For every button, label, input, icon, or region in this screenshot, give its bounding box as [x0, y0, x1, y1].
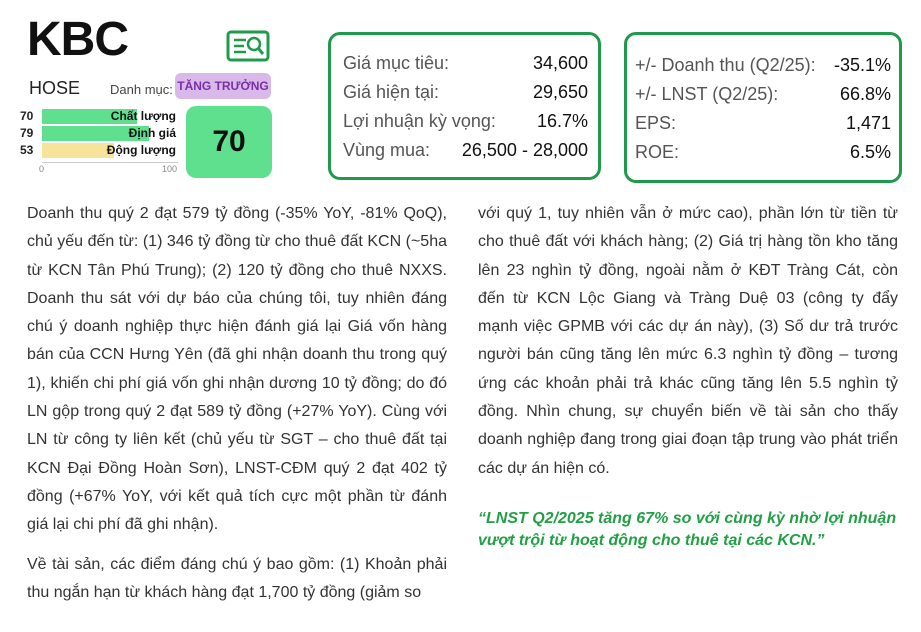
score-bar-label: Định giá — [128, 126, 176, 140]
metric-row: EPS: 1,471 — [635, 113, 891, 133]
axis-min-label: 0 — [39, 164, 45, 174]
report-search-icon — [226, 30, 270, 62]
score-bar-fill — [42, 143, 114, 158]
score-bar-label: Động lượng — [106, 143, 176, 157]
exchange-label: HOSE — [29, 78, 81, 98]
metric-row: +/- LNST (Q2/25): 66.8% — [635, 84, 891, 104]
body-paragraph: với quý 1, tuy nhiên vẫn ở mức cao), phần lớn từ tiền từ cho thuê đất với khách hàng; (2) Giá trị hàng tồn kho tăng lên 23 nghìn tỷ đồng, ngoài nằm ở KĐT Tràng Cát, còn đến từ KCN Lộc Giang và Tràng Duệ 03 (công ty đẩy mạnh việc GPMB với các dự án này), (3) Số dư trả trước người bán cũng tăng lên mức 6.3 nghìn tỷ đồng – tương ứng các khoản phải trả khác cũng tăng lên 5.5 nghìn tỷ đồng. Nhìn chung, sự chuyển biến về tài sản cho thấy doanh nghiệp đang trong giai đoạn tập trung vào phát triển các dự án hiện có. — [478, 205, 898, 477]
score-bar-label: Chất lượng — [110, 109, 176, 123]
score-bar-track — [42, 143, 178, 158]
score-bar-row — [20, 108, 180, 125]
score-bar-row — [20, 142, 180, 159]
score-bar-value: 79 — [20, 126, 34, 140]
score-bar-track — [42, 109, 178, 124]
axis-max-label: 100 — [162, 164, 178, 174]
score-bar-value: 70 — [20, 109, 34, 123]
score-bar-track — [42, 126, 178, 141]
score-bar-value: 53 — [20, 143, 34, 157]
score-bars-axis — [20, 162, 182, 176]
body-paragraph: Doanh thu quý 2 đạt 579 tỷ đồng (-35% YoY, -81% QoQ), chủ yếu đến từ: (1) 346 tỷ đồng từ cho thuê đất KCN (~5ha từ KCN Tân Phú Trung); (2) 120 tỷ đồng cho thuê NXXS. Doanh thu sát với dự báo của chúng tôi, tuy nhiên đáng chú ý doanh nghiệp thực hiện đánh giá lại Giá vốn hàng bán của CCN Hưng Yên (đã ghi nhận doanh thu trong quý 1), khiến chi phí giá vốn ghi nhận dương 10 tỷ đồng; do đó LN gộp trong quý 2 đạt 589 tỷ đồng (+27% YoY). Cùng với LN từ công ty liên kết (chủ yếu từ SGT – cho thuê đất tại KCN Đại Đồng Hoàn Sơn), LNST-CĐM quý 2 đạt 402 tỷ đồng (+67% YoY, với kết quả tích cực một phần từ đánh giá lại chi phí đã ghi nhận). — [27, 205, 447, 534]
body-column-left — [27, 200, 447, 618]
valuation-row: Lợi nhuận kỳ vọng: 16.7% — [343, 111, 588, 131]
metric-row: +/- Doanh thu (Q2/25): -35.1% — [635, 55, 891, 75]
score-bar-row — [20, 125, 180, 142]
highlight-quote: “LNST Q2/2025 tăng 67% so với cùng kỳ nhờ lợi nhuận vượt trội từ hoạt động cho thuê tại các KCN.” — [478, 510, 897, 549]
valuation-row: Giá hiện tại: 29,650 — [343, 82, 588, 102]
score-bars — [20, 108, 180, 159]
body-column-right — [478, 200, 898, 494]
category-label: Danh mục: — [110, 82, 173, 97]
valuation-row: Giá mục tiêu: 34,600 — [343, 53, 588, 73]
ticker-symbol: KBC — [27, 13, 128, 66]
metric-row: ROE: 6.5% — [635, 142, 891, 162]
valuation-box — [328, 32, 601, 180]
overall-score: 70 — [186, 106, 272, 178]
metrics-box — [624, 32, 902, 183]
body-paragraph: Về tài sản, các điểm đáng chú ý bao gồm: (1) Khoản phải thu ngắn hạn từ khách hàng đạt 1,700 tỷ đồng (giảm so — [27, 555, 447, 601]
category-badge: TĂNG TRƯỞNG — [175, 73, 271, 99]
valuation-row: Vùng mua: 26,500 - 28,000 — [343, 140, 588, 160]
